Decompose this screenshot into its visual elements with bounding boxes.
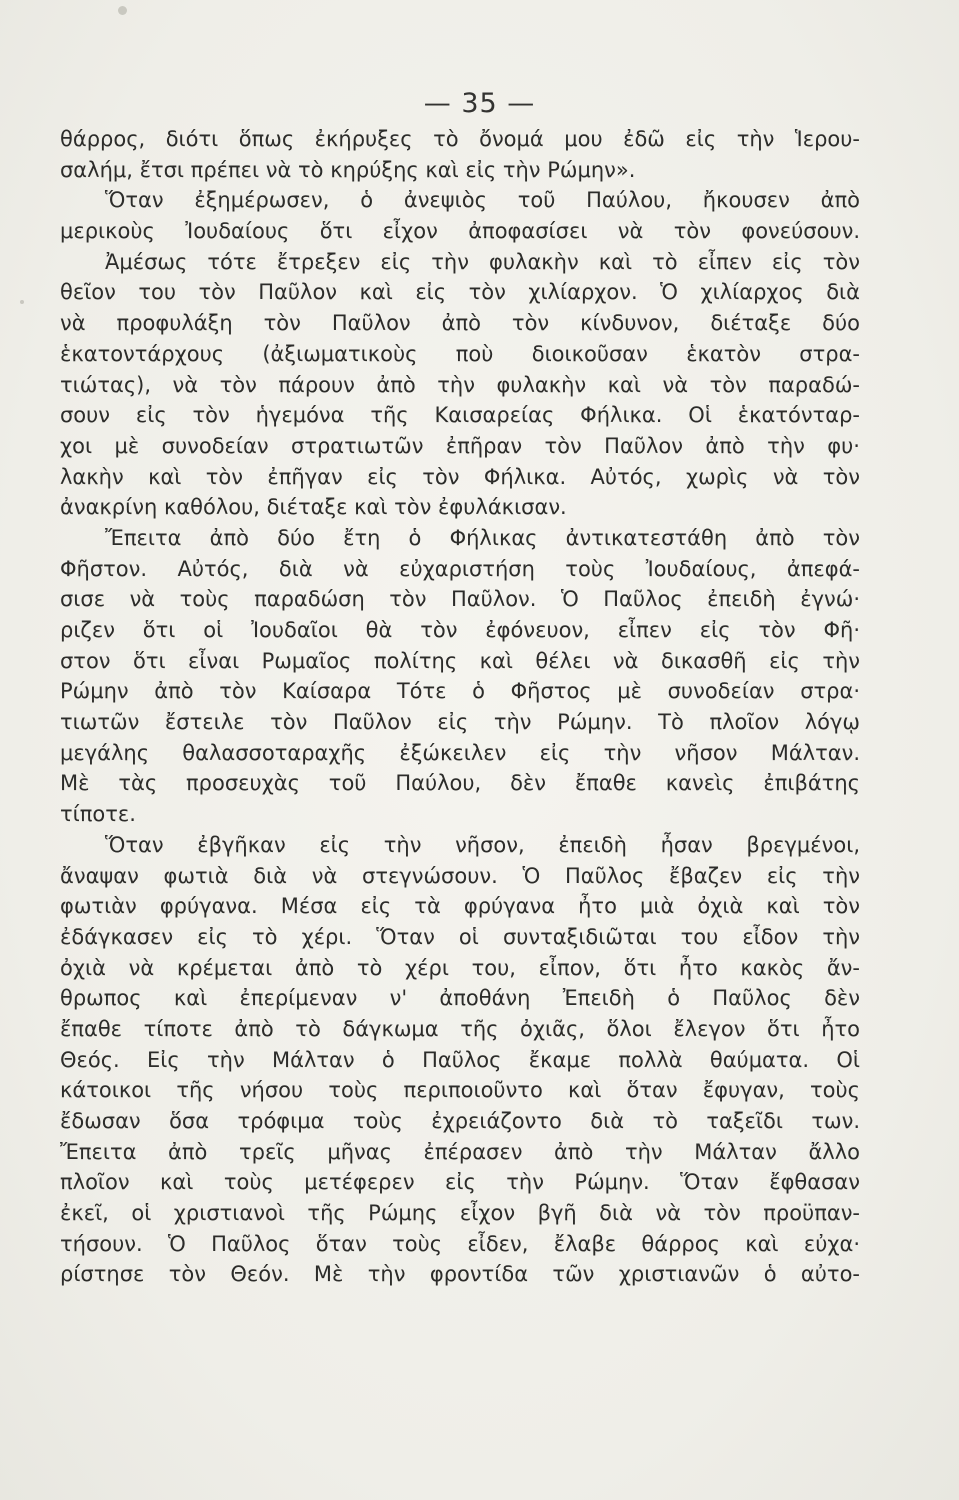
text-line: λακὴν καὶ τὸν ἐπῆγαν εἰς τὸν Φήλικα. Αὐτός, χωρὶς νὰ τὸν (60, 464, 860, 489)
text-line: θεῖον του τὸν Παῦλον καὶ εἰς τὸν χιλίαρχον. Ὁ χιλίαρχος διὰ (60, 280, 860, 305)
text-line: πλοῖον καὶ τοὺς μετέφερεν εἰς τὴν Ρώμην. Ὅταν ἔφθασαν (60, 1170, 860, 1195)
page-number: — 35 — (423, 88, 536, 119)
text-line: Θεός. Εἰς τὴν Μάλταν ὁ Παῦλος ἔκαμε πολλὰ θαύματα. Οἱ (60, 1047, 860, 1072)
text-line: κάτοικοι τῆς νήσου τοὺς περιποιοῦντο καὶ ὅταν ἔφυγαν, τοὺς (60, 1078, 860, 1103)
text-line: Ὅταν ἐβγῆκαν εἰς τὴν νῆσον, ἐπειδὴ ἦσαν βρεγμένοι, (105, 832, 860, 857)
text-line: τιωτῶν ἔστειλε τὸν Παῦλον εἰς τὴν Ρώμην. Τὸ πλοῖον λόγῳ (60, 710, 860, 735)
text-line: ἄναψαν φωτιὰ διὰ νὰ στεγνώσουν. Ὁ Παῦλος ἔβαζεν εἰς τὴν (60, 863, 860, 888)
text-line: νὰ προφυλάξη τὸν Παῦλον ἀπὸ τὸν κίνδυνον, διέταξε δύο (60, 311, 860, 336)
paper-speck (20, 300, 24, 304)
text-line: ἔδωσαν ὅσα τρόφιμα τοὺς ἐχρειάζοντο διὰ τὸ ταξεῖδι των. (60, 1109, 860, 1133)
text-line: Ἔπειτα ἀπὸ δύο ἔτη ὁ Φήλικας ἀντικατεστάθη ἀπὸ τὸν (105, 525, 860, 550)
text-line: Φῆστον. Αὐτός, διὰ νὰ εὐχαριστήση τοὺς Ἰουδαίους, ἀπεφά- (60, 556, 860, 581)
text-line: θρωπος καὶ ἐπερίμεναν ν' ἀποθάνη Ἐπειδὴ ὁ Παῦλος δὲν (60, 986, 860, 1011)
text-line: Ὅταν ἐξημέρωσεν, ὁ ἀνεψιὸς τοῦ Παύλου, ἤκουσεν ἀπὸ (105, 188, 860, 213)
text-line: ἀνακρίνη καθόλου, διέταξε καὶ τὸν ἐφυλάκισαν. (60, 495, 567, 520)
text-line: ἔπαθε τίποτε ἀπὸ τὸ δάγκωμα τῆς ὀχιᾶς, ὅλοι ἔλεγον ὅτι ἦτο (60, 1016, 860, 1041)
text-line: Μὲ τὰς προσευχὰς τοῦ Παύλου, δὲν ἔπαθε κανεὶς ἐπιβάτης (60, 771, 860, 796)
text-line: τήσουν. Ὁ Παῦλος ὅταν τοὺς εἶδεν, ἔλαβε θάρρος καὶ εὐχα· (60, 1231, 860, 1256)
text-line: μεγάλης θαλασσοταραχῆς ἐξώκειλεν εἰς τὴν νῆσον Μάλταν. (60, 740, 860, 765)
text-line: ρίστησε τὸν Θεόν. Μὲ τὴν φροντίδα τῶν χριστιανῶν ὁ αὐτο- (60, 1262, 860, 1287)
paper-speck (118, 6, 127, 15)
text-line: σουν εἰς τὸν ἡγεμόνα τῆς Καισαρείας Φήλικα. Οἱ ἑκατόνταρ- (60, 403, 860, 428)
text-line: Ἀμέσως τότε ἔτρεξεν εἰς τὴν φυλακὴν καὶ τὸ εἶπεν εἰς τὸν (105, 249, 860, 274)
text-line: ὀχιὰ νὰ κρέμεται ἀπὸ τὸ χέρι του, εἶπον, ὅτι ἦτο κακὸς ἄν- (60, 955, 860, 980)
text-line: ἑκατοντάρχους (ἀξιωματικοὺς ποὺ διοικοῦσαν ἑκατὸν στρα- (60, 341, 860, 366)
text-line: τίποτε. (60, 802, 136, 827)
text-line: σισε νὰ τοὺς παραδώση τὸν Παῦλον. Ὁ Παῦλος ἐπειδὴ ἐγνώ· (60, 587, 860, 612)
text-line: χοι μὲ συνοδείαν στρατιωτῶν ἐπῆραν τὸν Παῦλον ἀπὸ τὴν φυ· (60, 433, 860, 458)
text-line: ἐκεῖ, οἱ χριστιανοὶ τῆς Ρώμης εἶχον βγῆ διὰ νὰ τὸν προϋπαν- (60, 1201, 860, 1226)
text-line: σαλήμ, ἔτσι πρέπει νὰ τὸ κηρύξης καὶ εἰς τὴν Ρώμην». (60, 157, 636, 182)
text-line: φωτιὰν φρύγανα. Μέσα εἰς τὰ φρύγανα ἦτο μιὰ ὀχιὰ καὶ τὸν (60, 894, 860, 919)
text-line: ἐδάγκασεν εἰς τὸ χέρι. Ὅταν οἱ συνταξιδιῶται του εἶδον τὴν (60, 924, 860, 949)
text-line: Ρώμην ἀπὸ τὸν Καίσαρα Τότε ὁ Φῆστος μὲ συνοδείαν στρα· (60, 679, 860, 704)
text-line: θάρρος, διότι ὅπως ἐκήρυξες τὸ ὄνομά μου ἐδῶ εἰς τὴν Ἱερου- (60, 127, 860, 151)
body-text (60, 124, 860, 1290)
text-line: στον ὅτι εἶναι Ρωμαῖος πολίτης καὶ θέλει νὰ δικασθῆ εἰς τὴν (60, 648, 860, 673)
text-line: μερικοὺς Ἰουδαίους ὅτι εἶχον ἀποφασίσει νὰ τὸν φονεύσουν. (60, 219, 860, 244)
text-line: Ἔπειτα ἀπὸ τρεῖς μῆνας ἐπέρασεν ἀπὸ τὴν Μάλταν ἄλλο (60, 1139, 860, 1164)
text-line: ριζεν ὅτι οἱ Ἰουδαῖοι θὰ τὸν ἐφόνευον, εἶπεν εἰς τὸν Φῆ· (60, 618, 860, 642)
text-line: τιώτας), νὰ τὸν πάρουν ἀπὸ τὴν φυλακὴν καὶ νὰ τὸν παραδώ- (60, 372, 860, 397)
